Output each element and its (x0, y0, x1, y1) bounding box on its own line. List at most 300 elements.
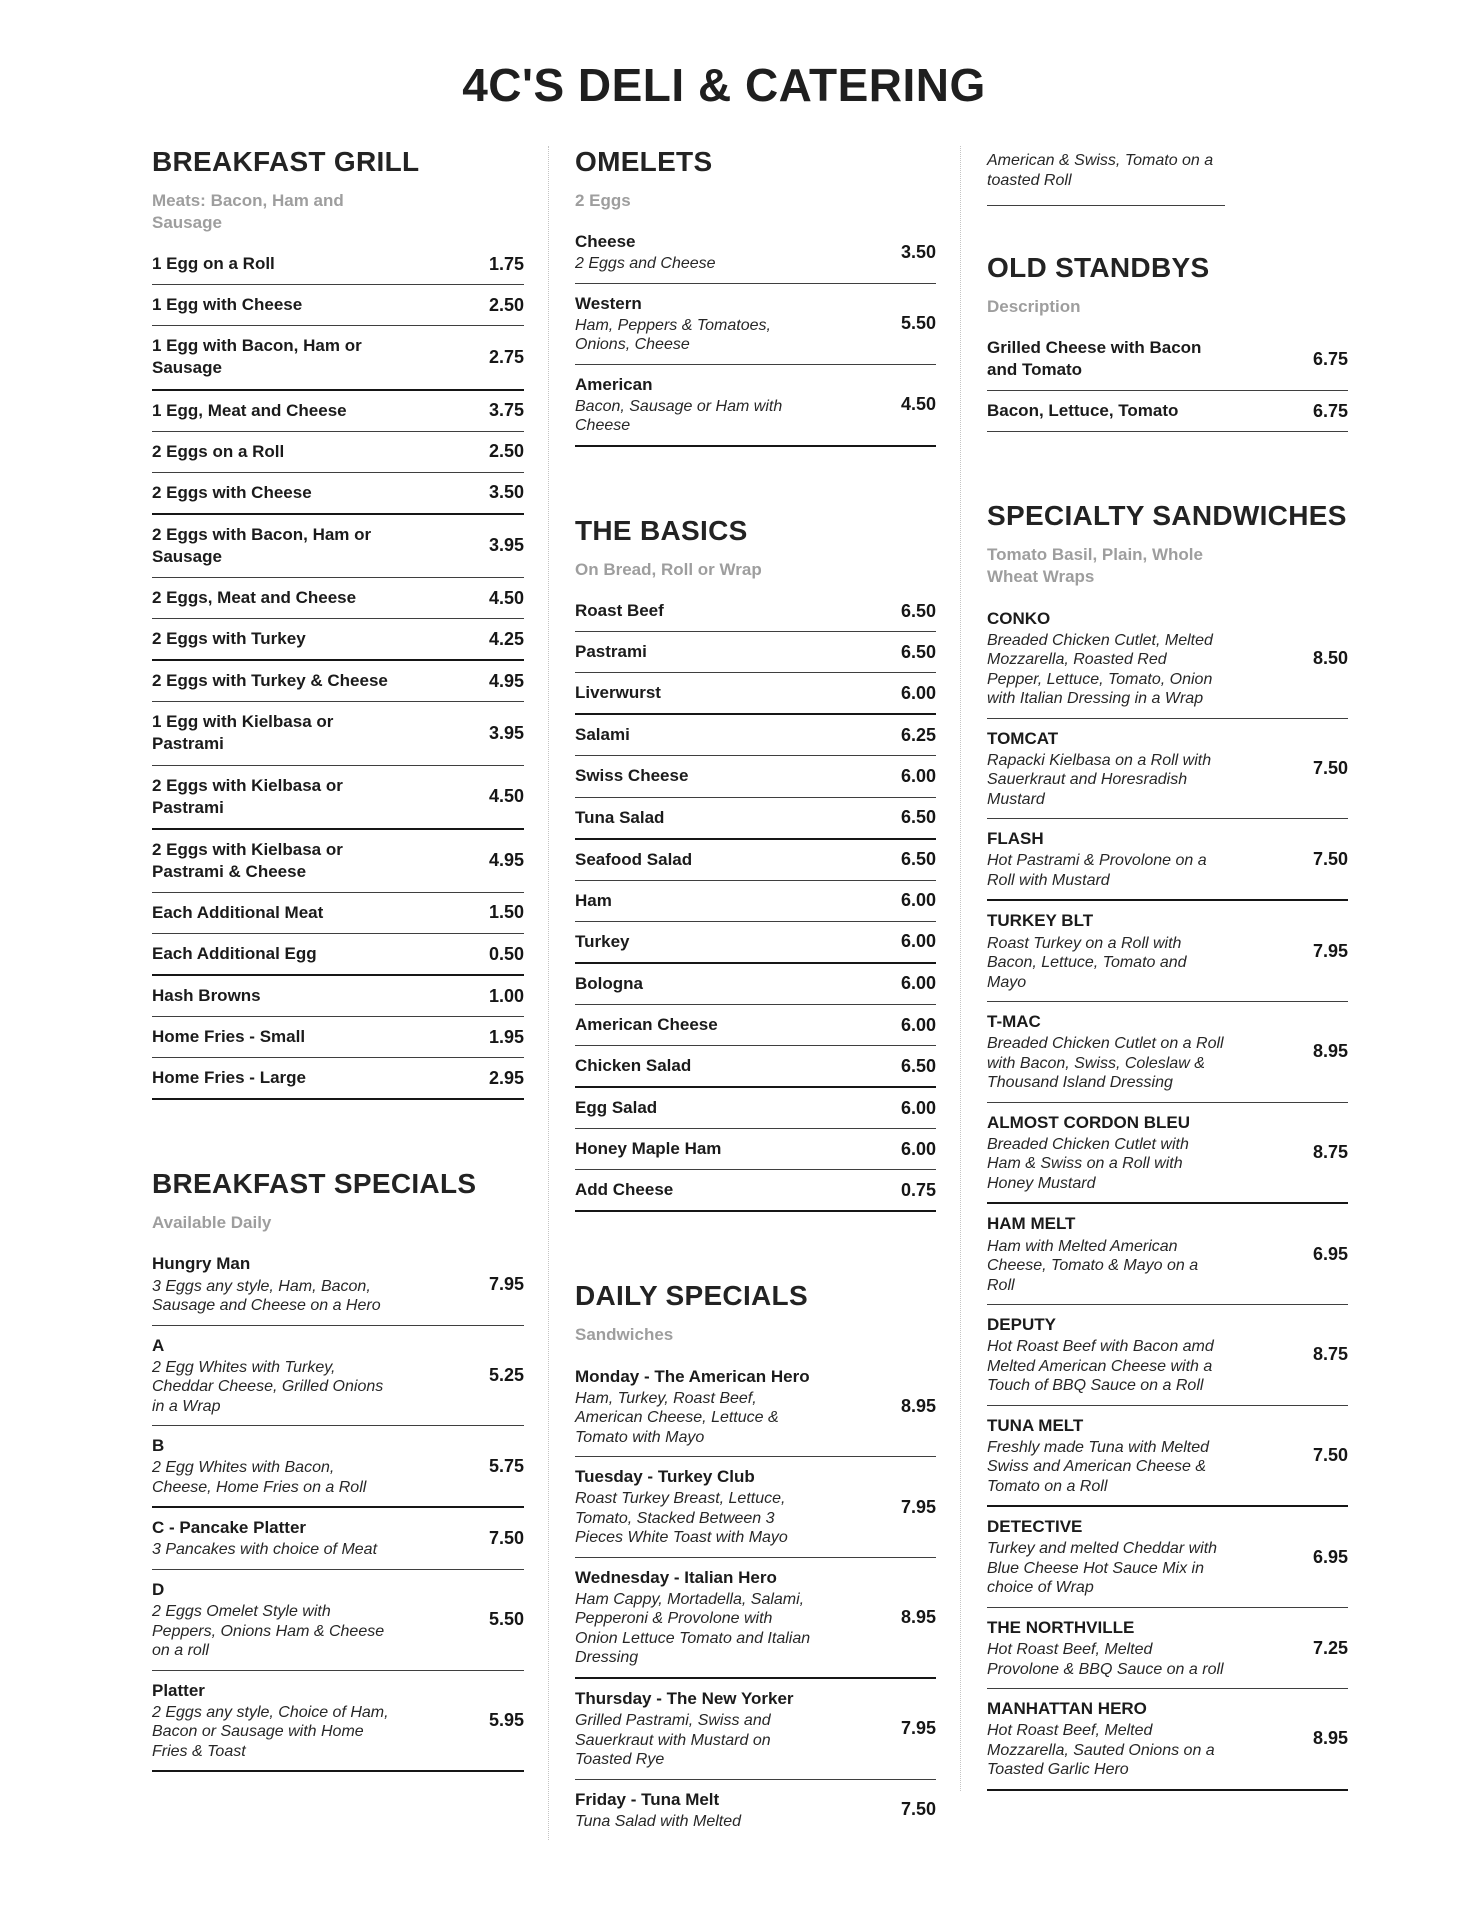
item-price: 1.00 (488, 985, 524, 1006)
menu-item-info (575, 1366, 813, 1448)
menu-item-info (152, 294, 390, 316)
item-description: Bacon, Sausage or Ham with Cheese (575, 397, 783, 435)
item-description: Hot Pastrami & Provolone on a Roll with Mustard (987, 852, 1207, 889)
item-price: 6.00 (900, 765, 936, 786)
menu-item-row (987, 719, 1348, 820)
menu-item-info (152, 670, 390, 692)
menu-section (987, 500, 1348, 1790)
menu-item-row (152, 326, 524, 390)
item-price: 3.95 (488, 535, 524, 556)
item-price: 1.50 (488, 902, 524, 923)
item-price: 0.50 (488, 943, 524, 964)
item-description: Ham, Turkey, Roast Beef, American Cheese, Lettuce & Tomato with Mayo (575, 1389, 779, 1446)
menu-item-info (987, 1415, 1225, 1497)
item-price: 6.50 (900, 641, 936, 662)
section-heading: OMELETS (575, 146, 713, 177)
item-name: Cheese (575, 232, 636, 252)
menu-item-info (575, 1138, 813, 1160)
item-name: Hash Browns (152, 986, 261, 1006)
menu-item-row (152, 766, 524, 830)
menu-item-info (987, 400, 1225, 422)
menu-item-row (987, 901, 1348, 1002)
menu-item-info (987, 1011, 1225, 1093)
item-price: 3.75 (488, 400, 524, 421)
section-subtitle: Available Daily (152, 1213, 272, 1233)
item-name: C - Pancake Platter (152, 1518, 307, 1538)
item-price: 6.25 (900, 724, 936, 745)
item-name: TURKEY BLT (987, 911, 1094, 931)
item-name: Tuesday - Turkey Club (575, 1467, 755, 1487)
item-name: 2 Eggs, Meat and Cheese (152, 588, 357, 608)
menu-item-row (987, 328, 1348, 391)
menu-item-row (987, 1608, 1348, 1689)
menu-item-info (575, 1789, 813, 1832)
menu-item-info (575, 890, 813, 912)
section-heading: THE BASICS (575, 514, 748, 546)
item-name: American (575, 374, 653, 394)
item-description: Hot Roast Beef with Bacon amd Melted American Cheese with a Touch of BBQ Sauce on a Roll (987, 1338, 1214, 1395)
menu-item-info (575, 1567, 813, 1668)
item-price: 5.95 (488, 1709, 524, 1730)
menu-item-row (575, 1780, 936, 1841)
menu-item-row (152, 1244, 524, 1325)
item-price: 7.50 (1312, 1445, 1348, 1465)
item-name: TOMCAT (987, 728, 1059, 748)
menu-item-row (575, 1005, 936, 1046)
item-name: Thursday - The New Yorker (575, 1688, 794, 1708)
item-price: 8.95 (900, 1395, 936, 1416)
item-name: 1 Egg with Kielbasa or Pastrami (152, 712, 334, 754)
menu-item-row (575, 922, 936, 964)
item-name: ALMOST CORDON BLEU (987, 1112, 1191, 1132)
menu-item-row (987, 1204, 1348, 1305)
item-price: 6.75 (1312, 348, 1348, 369)
menu-section (575, 1280, 936, 1840)
item-name: B (152, 1436, 165, 1456)
item-description: Rapacki Kielbasa on a Roll with Sauerkraut and Horesradish Mustard (987, 751, 1212, 808)
item-price: 4.50 (900, 394, 936, 415)
menu-item-row (152, 702, 524, 765)
item-name: D (152, 1579, 165, 1599)
item-price: 3.50 (488, 482, 524, 503)
item-description: Hot Roast Beef, Melted Mozzarella, Sauted Onions on a Toasted Garlic Hero (987, 1722, 1215, 1779)
menu-item-row (152, 473, 524, 515)
menu-item-row (152, 1058, 524, 1100)
item-name: Tuna Salad (575, 807, 665, 827)
menu-item-info (152, 775, 390, 819)
menu-item-info (152, 524, 390, 568)
item-name: Turkey (575, 931, 630, 951)
menu-item-info (575, 682, 813, 704)
menu-item-row (152, 619, 524, 661)
item-description: 2 Eggs any style, Choice of Ham, Bacon or Sausage with Home Fries & Toast (152, 1703, 389, 1760)
menu-item-info (575, 1014, 813, 1036)
menu-item-info (987, 1617, 1225, 1679)
menu-item-row (575, 632, 936, 673)
item-description: Grilled Pastrami, Swiss and Sauerkraut with Mustard on Toasted Rye (575, 1712, 771, 1769)
menu-item-row (152, 1326, 524, 1427)
menu-section (152, 146, 524, 1100)
item-name: T-MAC (987, 1012, 1041, 1032)
menu-item-row (987, 1305, 1348, 1406)
section-subtitle: Sandwiches (575, 1325, 674, 1345)
item-name: Each Additional Meat (152, 902, 324, 922)
item-name: TUNA MELT (987, 1415, 1084, 1435)
item-price: 6.75 (1312, 400, 1348, 421)
item-name: Monday - The American Hero (575, 1366, 810, 1386)
menu-item-row (575, 798, 936, 840)
menu-item-info (152, 400, 390, 422)
item-name: 2 Eggs with Turkey (152, 629, 306, 649)
item-description: Ham Cappy, Mortadella, Salami, Pepperoni & Provolone with Onion Lettuce Tomato and Italian Dressing (575, 1590, 811, 1667)
item-price: 3.95 (488, 722, 524, 743)
item-price: 4.95 (488, 670, 524, 691)
menu-item-row (575, 1457, 936, 1558)
item-price: 8.95 (1312, 1041, 1348, 1062)
item-description: 2 Eggs Omelet Style with Peppers, Onions Ham & Cheese on a roll (152, 1603, 385, 1660)
menu-columns (152, 146, 1484, 1840)
item-price: 7.50 (488, 1528, 524, 1549)
item-price: 6.00 (900, 890, 936, 911)
item-name: 1 Egg, Meat and Cheese (152, 400, 347, 420)
menu-section (575, 515, 936, 1213)
menu-item-row (152, 285, 524, 326)
menu-item-row (987, 1507, 1348, 1608)
section-items (987, 328, 1348, 432)
menu-section (575, 146, 936, 447)
item-price: 7.95 (900, 1718, 936, 1739)
menu-item-row (575, 222, 936, 284)
menu-item-row (152, 432, 524, 473)
item-name: CONKO (987, 608, 1051, 628)
item-name: 1 Egg on a Roll (152, 254, 275, 274)
item-price: 6.00 (900, 1097, 936, 1118)
section-items (152, 1244, 524, 1772)
item-name: A (152, 1335, 165, 1355)
item-name: 2 Eggs with Kielbasa or Pastrami & Cheese (152, 839, 343, 881)
item-price: 8.50 (1312, 647, 1348, 668)
menu-item-row (575, 964, 936, 1005)
menu-item-info (575, 765, 813, 787)
menu-item-row (152, 1017, 524, 1058)
menu-item-info (987, 828, 1225, 890)
menu-item-row (575, 1170, 936, 1212)
item-name: DETECTIVE (987, 1517, 1083, 1537)
menu-item-info (987, 337, 1225, 381)
item-price: 3.50 (900, 241, 936, 262)
item-name: Platter (152, 1680, 205, 1700)
item-name: 2 Eggs on a Roll (152, 441, 285, 461)
menu-item-info (152, 1253, 390, 1315)
item-name: Egg Salad (575, 1098, 658, 1118)
item-name: Wednesday - Italian Hero (575, 1567, 777, 1587)
menu-column (548, 146, 936, 1840)
item-name: Swiss Cheese (575, 766, 689, 786)
item-price: 7.50 (1312, 758, 1348, 779)
item-name: Friday - Tuna Melt (575, 1789, 720, 1809)
menu-item-row (987, 1002, 1348, 1103)
menu-item-info (575, 1688, 813, 1770)
item-name: MANHATTAN HERO (987, 1699, 1147, 1719)
item-description: Roast Turkey Breast, Lettuce, Tomato, Stacked Between 3 Pieces White Toast with Mayo (575, 1490, 788, 1547)
section-items (575, 222, 936, 447)
item-price: 2.75 (488, 346, 524, 367)
menu-item-info (575, 1179, 813, 1201)
menu-item-info (152, 441, 390, 463)
item-description: Turkey and melted Cheddar with Blue Cheese Hot Sauce Mix in choice of Wrap (987, 1540, 1218, 1597)
item-price: 7.50 (900, 1799, 936, 1820)
item-name: Seafood Salad (575, 849, 693, 869)
menu-item-info (152, 335, 390, 379)
item-name: Honey Maple Ham (575, 1139, 722, 1159)
item-price: 1.95 (488, 1026, 524, 1047)
menu-item-info (575, 600, 813, 622)
item-price: 6.00 (900, 682, 936, 703)
menu-item-row (152, 976, 524, 1017)
menu-item-row (575, 673, 936, 715)
item-price: 4.25 (488, 628, 524, 649)
item-name: HAM MELT (987, 1214, 1076, 1234)
item-price: 2.95 (488, 1067, 524, 1088)
item-price: 6.00 (900, 973, 936, 994)
menu-item-info (152, 1026, 390, 1048)
item-price: 6.50 (900, 849, 936, 870)
item-name: 2 Eggs with Kielbasa or Pastrami (152, 775, 343, 817)
menu-item-row (152, 893, 524, 934)
menu-item-row (152, 1426, 524, 1508)
menu-item-info (575, 231, 813, 274)
item-description: 3 Pancakes with choice of Meat (152, 1541, 378, 1559)
section-subtitle: Tomato Basil, Plain, Whole Wheat Wraps (987, 545, 1203, 587)
menu-item-info (987, 1112, 1225, 1194)
menu-item-row (152, 1508, 524, 1570)
item-description: Ham with Melted American Cheese, Tomato & Mayo on a Roll (987, 1237, 1199, 1294)
item-description: 2 Egg Whites with Bacon, Cheese, Home Fries on a Roll (152, 1459, 367, 1496)
menu-item-info (575, 1466, 813, 1548)
menu-item-info (152, 711, 390, 755)
item-description: Breaded Chicken Cutlet with Ham & Swiss on a Roll with Honey Mustard (987, 1135, 1189, 1192)
menu-item-info (152, 1335, 390, 1417)
menu-item-row (152, 1570, 524, 1671)
menu-item-row (575, 715, 936, 756)
item-name: THE NORTHVILLE (987, 1617, 1135, 1637)
menu-item-row (575, 1046, 936, 1088)
menu-item-info (152, 985, 390, 1007)
item-name: DEPUTY (987, 1315, 1056, 1335)
item-description: Tuna Salad with Melted (575, 1812, 742, 1830)
menu-item-row (152, 1671, 524, 1773)
section-subtitle: Meats: Bacon, Ham and Sausage (152, 191, 344, 233)
item-description: 2 Eggs and Cheese (575, 255, 716, 273)
menu-item-info (152, 902, 390, 924)
menu-item-info (152, 1067, 390, 1089)
page-title: 4C'S DELI & CATERING (462, 59, 986, 111)
item-price: 8.75 (1312, 1142, 1348, 1163)
item-price: 4.95 (488, 850, 524, 871)
item-name: Hungry Man (152, 1254, 251, 1274)
menu-item-info (152, 1435, 390, 1497)
menu-item-row (152, 515, 524, 578)
menu-item-info (152, 1517, 390, 1560)
menu-item-row (575, 1357, 936, 1458)
menu-item-info (575, 807, 813, 829)
menu-item-row (575, 1088, 936, 1129)
item-price: 6.50 (900, 1055, 936, 1076)
item-price: 4.50 (488, 587, 524, 608)
menu-item-row (152, 244, 524, 285)
menu-item-row (575, 1129, 936, 1170)
item-name: 2 Eggs with Turkey & Cheese (152, 671, 388, 691)
item-price: 2.50 (488, 294, 524, 315)
item-price: 6.00 (900, 931, 936, 952)
menu-column (960, 146, 1348, 1791)
menu-item-info (575, 293, 813, 355)
item-name: Western (575, 293, 642, 313)
section-heading: OLD STANDBYS (987, 252, 1210, 283)
item-price: 7.95 (488, 1274, 524, 1294)
item-price: 5.25 (488, 1364, 524, 1385)
menu-item-row (152, 578, 524, 619)
menu-item-info (575, 973, 813, 995)
menu-item-info (575, 641, 813, 663)
item-price: 6.00 (900, 1138, 936, 1159)
item-name: 2 Eggs with Bacon, Ham or Sausage (152, 524, 372, 566)
section-heading: DAILY SPECIALS (575, 1280, 808, 1312)
item-price: 6.50 (900, 807, 936, 828)
menu-item-row (575, 840, 936, 881)
menu-item-row (987, 599, 1348, 719)
menu-item-row (575, 1558, 936, 1679)
item-name: FLASH (987, 829, 1044, 849)
menu-item-info (987, 608, 1225, 709)
menu-item-info (987, 728, 1225, 810)
item-name: Pastrami (575, 642, 647, 662)
menu-item-info (152, 587, 390, 609)
menu-item-info (987, 1213, 1225, 1295)
menu-item-row (987, 1406, 1348, 1508)
menu-item-row (152, 934, 524, 976)
item-price: 0.75 (900, 1179, 936, 1200)
item-description: Ham, Peppers & Tomatoes, Onions, Cheese (575, 316, 771, 354)
item-name: Add Cheese (575, 1180, 674, 1200)
item-description: Hot Roast Beef, Melted Provolone & BBQ Sauce on a roll (987, 1641, 1224, 1678)
section-items (575, 591, 936, 1212)
section-items (152, 244, 524, 1100)
item-price: 7.25 (1312, 1637, 1348, 1658)
item-price: 8.75 (1312, 1344, 1348, 1365)
item-price: 7.95 (1312, 940, 1348, 961)
item-price: 7.95 (900, 1496, 936, 1517)
section-subtitle: Description (987, 297, 1081, 316)
item-description-continuation: American & Swiss, Tomato on a toasted Roll (987, 146, 1225, 206)
section-subtitle: On Bread, Roll or Wrap (575, 559, 762, 579)
menu-item-info (152, 253, 390, 275)
menu-item-row (575, 1679, 936, 1780)
item-price: 6.00 (900, 1014, 936, 1035)
menu-item-row (575, 881, 936, 922)
item-name: 2 Eggs with Cheese (152, 482, 312, 502)
item-price: 1.75 (488, 253, 524, 274)
menu-item-info (152, 1680, 390, 1762)
menu-item-info (575, 1055, 813, 1077)
menu-item-info (152, 482, 390, 504)
section-items (575, 1357, 936, 1841)
section-heading: BREAKFAST SPECIALS (152, 1168, 477, 1200)
item-price: 5.50 (488, 1609, 524, 1630)
item-price: 7.50 (1312, 848, 1348, 869)
menu-item-row (987, 391, 1348, 432)
item-description: 2 Egg Whites with Turkey, Cheddar Cheese, Grilled Onions in a Wrap (152, 1358, 384, 1415)
item-description: Breaded Chicken Cutlet on a Roll with Bacon, Swiss, Coleslaw & Thousand Island Dressing (987, 1035, 1224, 1092)
item-price: 8.95 (1312, 1728, 1348, 1749)
menu-item-row (575, 284, 936, 365)
item-description: Freshly made Tuna with Melted Swiss and American Cheese & Tomato on a Roll (987, 1438, 1210, 1495)
menu-item-row (152, 391, 524, 432)
section-heading: SPECIALTY SANDWICHES (987, 500, 1347, 532)
menu-section (987, 252, 1348, 432)
menu-item-info (987, 1698, 1225, 1780)
menu-item-info (987, 1516, 1225, 1598)
menu-item-row (575, 756, 936, 797)
item-name: Bacon, Lettuce, Tomato (987, 401, 1179, 421)
item-name: Ham (575, 890, 612, 910)
menu-item-info (575, 374, 813, 436)
menu-item-row (575, 591, 936, 632)
menu-item-info (575, 724, 813, 746)
menu-item-info (987, 910, 1225, 992)
item-name: Home Fries - Large (152, 1068, 306, 1088)
menu-item-info (152, 943, 390, 965)
item-description: Roast Turkey on a Roll with Bacon, Lettuce, Tomato and Mayo (987, 934, 1187, 991)
item-price: 6.95 (1312, 1546, 1348, 1567)
menu-item-row (152, 830, 524, 893)
item-price: 5.75 (488, 1455, 524, 1476)
item-name: Salami (575, 725, 630, 745)
item-description: Breaded Chicken Cutlet, Melted Mozzarella, Roasted Red Pepper, Lettuce, Tomato, Onion with Italian Dressing in a Wrap (987, 631, 1213, 708)
item-price: 6.50 (900, 600, 936, 621)
menu-item-row (575, 365, 936, 447)
item-name: Home Fries - Small (152, 1027, 306, 1047)
menu-item-info (152, 839, 390, 883)
menu-item-info (152, 628, 390, 650)
item-name: Each Additional Egg (152, 943, 317, 963)
section-items (987, 599, 1348, 1791)
menu-section (152, 1168, 524, 1772)
item-price: 4.50 (488, 786, 524, 807)
menu-item-row (987, 819, 1348, 901)
menu-item-info (575, 931, 813, 953)
menu-item-row (987, 1103, 1348, 1205)
menu-item-row (987, 1689, 1348, 1791)
menu-item-info (987, 1314, 1225, 1396)
menu-item-info (575, 1097, 813, 1119)
item-price: 8.95 (900, 1606, 936, 1627)
item-name: 1 Egg with Bacon, Ham or Sausage (152, 336, 362, 378)
item-price: 2.50 (488, 441, 524, 462)
item-name: Bologna (575, 973, 643, 993)
menu-item-info (152, 1579, 390, 1661)
section-heading: BREAKFAST GRILL (152, 146, 420, 177)
item-description: 3 Eggs any style, Ham, Bacon, Sausage and Cheese on a Hero (152, 1277, 381, 1315)
item-name: Grilled Cheese with Bacon and Tomato (987, 338, 1202, 380)
item-name: Liverwurst (575, 683, 661, 703)
menu-item-info (575, 849, 813, 871)
menu-item-row (152, 661, 524, 702)
item-name: 1 Egg with Cheese (152, 295, 303, 315)
item-price: 6.95 (1312, 1243, 1348, 1264)
section-subtitle: 2 Eggs (575, 191, 631, 210)
menu-column (152, 146, 524, 1772)
